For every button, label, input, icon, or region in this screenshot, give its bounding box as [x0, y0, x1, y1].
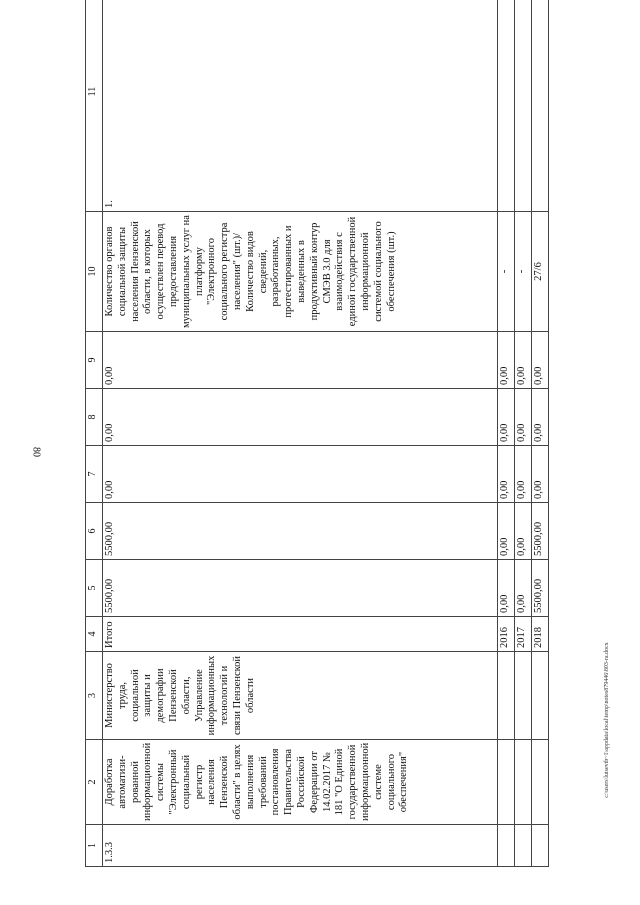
- total-col6: 5500,00: [103, 503, 498, 560]
- year-col6: 5500,00: [532, 503, 549, 560]
- table-wrapper: [85, 22, 570, 867]
- col-header: 7: [86, 446, 103, 503]
- year-col8: 0,00: [498, 389, 515, 446]
- year-col8: 0,00: [532, 389, 549, 446]
- col-header: 3: [86, 652, 103, 740]
- year-label: 2016: [498, 617, 515, 652]
- year-row-2016: [498, 0, 515, 867]
- file-path-footer: c:\users\lutsevib~1\appdata\local\temp\notes879446\803-ra.docx: [604, 642, 610, 798]
- col-header: 10: [86, 212, 103, 332]
- col-header: 2: [86, 740, 103, 825]
- total-label: Итого: [103, 617, 498, 652]
- year-label: 2017: [515, 617, 532, 652]
- col-header: 8: [86, 389, 103, 446]
- year-col6: 0,00: [498, 503, 515, 560]
- col-header: 5: [86, 560, 103, 617]
- col11-value: 1.: [103, 0, 498, 212]
- col-header: 11: [86, 0, 103, 212]
- indicator-text: Количество органов социальной защиты населения Пензенской области, в которых осуществлен перевод предоставления муниципальных услуг на платформу "Электронного социального регистра населения" (шт.)/ Количество видов сведений, разработанных, протестированных и выведенных в продуктивный контур СМЭВ 3.0 для взаимодействия с единой государственной информационной системой социального обеспечения (шт.): [103, 212, 498, 332]
- year-col5: 5500,00: [532, 560, 549, 617]
- year-col7: 0,00: [515, 446, 532, 503]
- year-col5: 0,00: [498, 560, 515, 617]
- year-row-2017: [515, 0, 532, 867]
- year-col7: 0,00: [498, 446, 515, 503]
- page-number: 80: [30, 447, 42, 457]
- col-header: 4: [86, 617, 103, 652]
- total-col9: 0,00: [103, 332, 498, 389]
- col-header: 1: [86, 825, 103, 867]
- year-col10: -: [515, 212, 532, 332]
- year-label: 2018: [532, 617, 549, 652]
- total-col7: 0,00: [103, 446, 498, 503]
- year-col5: 0,00: [515, 560, 532, 617]
- measure-name: Доработка автоматизи-рованной информационной системы "Электронный социальный регистр населения Пензенской области" в целях выполнения требований постановления Правительства Российской Федерации от 14.02.2017 № 181 "О Единой государственной информационной системе социального обеспечения": [103, 740, 498, 825]
- year-col9: 0,00: [532, 332, 549, 389]
- year-col10: -: [498, 212, 515, 332]
- year-col8: 0,00: [515, 389, 532, 446]
- year-row-2018: [532, 0, 549, 867]
- table-row: [103, 0, 498, 867]
- year-col7: 0,00: [532, 446, 549, 503]
- responsible-executor: Министерство труда, социальной защиты и демографии Пензенской области, Управление информационных технологий и связи Пензенской области: [103, 652, 498, 740]
- program-table: [85, 0, 549, 867]
- total-col8: 0,00: [103, 389, 498, 446]
- total-col5: 5500,00: [103, 560, 498, 617]
- col-header: 6: [86, 503, 103, 560]
- row-number: 1.3.3: [103, 825, 498, 867]
- year-col9: 0,00: [515, 332, 532, 389]
- col-header: 9: [86, 332, 103, 389]
- year-col6: 0,00: [515, 503, 532, 560]
- rotated-table-container: [85, 22, 570, 867]
- year-col9: 0,00: [498, 332, 515, 389]
- column-number-row: [86, 0, 103, 867]
- year-col10: 27/6: [532, 212, 549, 332]
